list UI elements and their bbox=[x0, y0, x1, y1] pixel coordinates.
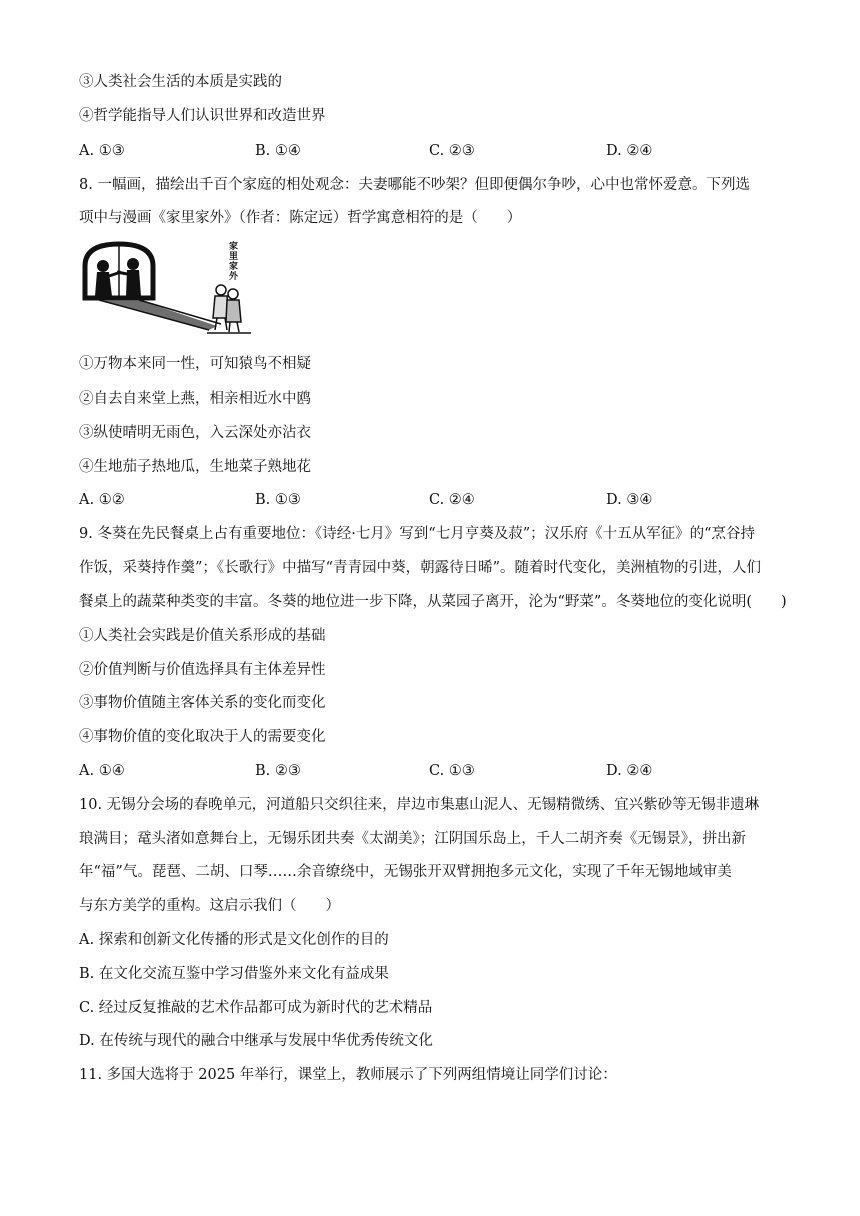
q11-stem: 11. 多国大选将于 2025 年举行，课堂上，教师展示了下列两组情境让同学们讨论： bbox=[79, 1067, 617, 1083]
q9-statement-1: ①人类社会实践是价值关系形成的基础 bbox=[79, 628, 326, 644]
q7-options bbox=[79, 141, 799, 161]
q9-options bbox=[79, 761, 799, 781]
q10-option-c: C. 经过反复推敲的艺术作品都可成为新时代的艺术精品 bbox=[79, 1000, 433, 1016]
q7-option-d: D. ②④ bbox=[606, 143, 653, 159]
q10-stem-line-2: 琅满目；鼋头渚如意舞台上，无锡乐团共奏《太湖美》；江阴国乐岛上，千人二胡齐奏《无锡景》，拼出新 bbox=[79, 831, 746, 847]
q7-option-b: B. ①④ bbox=[255, 143, 301, 159]
q8-statement-2: ②自去自来堂上燕，相亲相近水中鸥 bbox=[79, 391, 311, 407]
q8-option-a: A. ①② bbox=[79, 492, 125, 508]
q9-statement-4: ④事物价值的变化取决于人的需要变化 bbox=[79, 729, 326, 745]
q10-option-d: D. 在传统与现代的融合中继承与发展中华优秀传统文化 bbox=[79, 1033, 433, 1049]
q9-statement-2: ②价值判断与价值选择具有主体差异性 bbox=[79, 662, 326, 678]
q8-statement-3: ③纵使晴明无雨色，入云深处亦沾衣 bbox=[79, 425, 311, 441]
q9-statement-3: ③事物价值随主客体关系的变化而变化 bbox=[79, 695, 326, 711]
q8-option-c: C. ②④ bbox=[429, 492, 475, 508]
q8-option-d: D. ③④ bbox=[606, 492, 653, 508]
q9-option-c: C. ①③ bbox=[429, 763, 475, 779]
cartoon-caption: 家里家外 bbox=[229, 242, 239, 282]
q8-statement-1: ①万物本来同一性，可知猿鸟不相疑 bbox=[79, 356, 311, 372]
q7-option-c: C. ②③ bbox=[429, 143, 475, 159]
q9-option-d: D. ②④ bbox=[606, 763, 653, 779]
q9-stem-line-1: 9. 冬葵在先民餐桌上占有重要地位：《诗经·七月》写到“七月亨葵及菽”；汉乐府《十五从军征》的“烹谷持 bbox=[79, 526, 756, 542]
q9-option-b: B. ②③ bbox=[255, 763, 301, 779]
q9-option-a: A. ①④ bbox=[79, 763, 125, 779]
q8-statement-4: ④生地茄子热地瓜，生地菜子熟地花 bbox=[79, 459, 311, 475]
q10-stem-line-1: 10. 无锡分会场的春晚单元，河道船只交织往来，岸边市集惠山泥人、无锡精微绣、宜兴紫砂等无锡非遗琳 bbox=[79, 797, 760, 813]
q8-stem-line-2: 项中与漫画《家里家外》（作者：陈定远）哲学寓意相符的是（ ） bbox=[79, 210, 522, 226]
q7-option-a: A. ①③ bbox=[79, 143, 125, 159]
cartoon-image bbox=[79, 238, 255, 338]
q9-stem-line-3: 餐桌上的蔬菜种类变的丰富。冬葵的地位进一步下降，从菜园子离开，沦为“野菜”。冬葵地位的变化说明( ) bbox=[79, 594, 787, 610]
q8-stem-line-1: 8. 一幅画，描绘出千百个家庭的相处观念：夫妻哪能不吵架？但即便偶尔争吵，心中也常怀爱意。下列选 bbox=[79, 177, 750, 193]
q10-option-b: B. 在文化交流互鉴中学习借鉴外来文化有益成果 bbox=[79, 966, 389, 982]
q7-statement-3: ③人类社会生活的本质是实践的 bbox=[79, 74, 282, 90]
q8-options bbox=[79, 490, 799, 510]
q10-stem-line-3: 年“福”气。琵琶、二胡、口琴……余音缭绕中，无锡张开双臂拥抱多元文化，实现了千年无锡地域审美 bbox=[79, 864, 732, 880]
q8-option-b: B. ①③ bbox=[255, 492, 301, 508]
q10-stem-line-4: 与东方美学的重构。这启示我们（ ） bbox=[79, 898, 340, 914]
q7-statement-4: ④哲学能指导人们认识世界和改造世界 bbox=[79, 108, 326, 124]
q10-option-a: A. 探索和创新文化传播的形式是文化创作的目的 bbox=[79, 932, 389, 948]
q9-stem-line-2: 作饭，采葵持作羹”；《长歌行》中描写“青青园中葵，朝露待日晞”。随着时代变化，美洲植物的引进，人们 bbox=[79, 560, 761, 576]
